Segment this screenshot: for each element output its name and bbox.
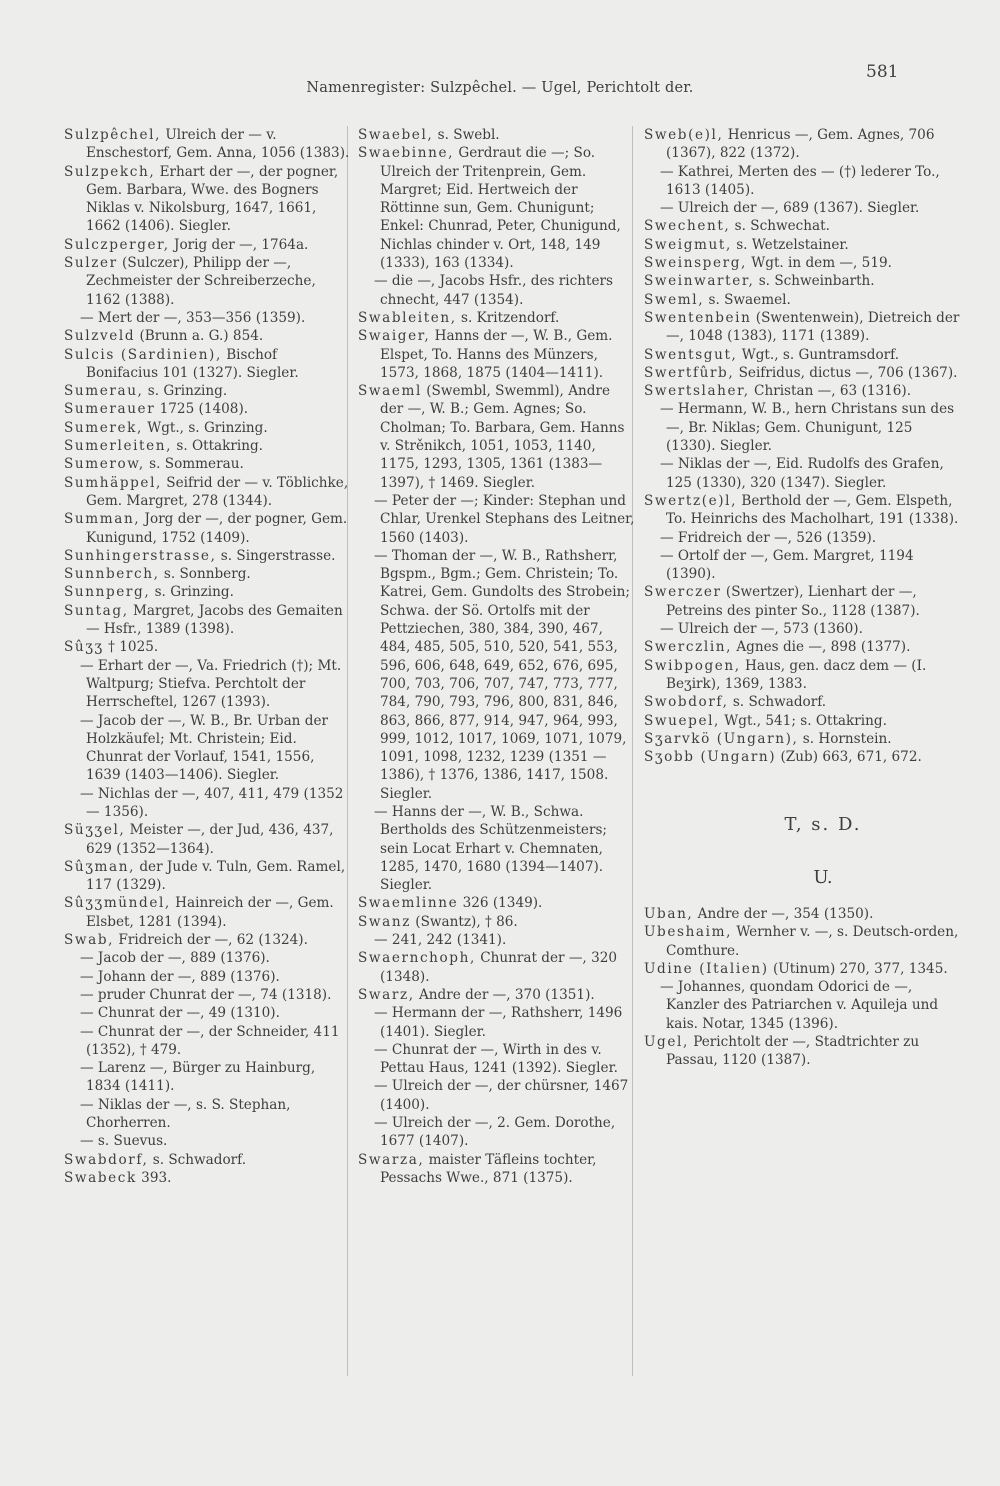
- entry-headword: Sweml,: [644, 291, 705, 308]
- index-entry: [358, 949, 636, 986]
- index-entry: [64, 126, 352, 163]
- index-subentry: — Hermann der —, Rathsherr, 1496 (1401). Siegler.: [374, 1005, 623, 1040]
- index-entry: [644, 923, 962, 960]
- entry-headword: Ugel,: [644, 1034, 689, 1051]
- entry-headword: Swarz,: [358, 986, 415, 1003]
- index-subentry: — Chunrat der —, Wirth in des v. Pettau Haus, 1241 (1392). Siegler.: [374, 1041, 618, 1077]
- index-entry: [64, 163, 352, 236]
- index-subentry: — Hanns der —, W. B., Schwa. Bertholds des Schützenmeisters; sein Locat Erhart v. Chemnaten, 1285, 1470, 1680 (1394—1407). Siegler.: [374, 803, 608, 894]
- entry-text: Erhart der —, der pogner, Gem. Barbara, Wwe. des Bogners Niklas v. Nikolsburg, 1647, 1661, 1662 (1406). Siegler.: [86, 163, 339, 235]
- index-entry: [64, 1151, 352, 1169]
- entry-headword: Swechent,: [644, 218, 731, 235]
- index-subentry: — Larenz —, Bürger zu Hainburg, 1834 (1411).: [80, 1060, 316, 1095]
- entry-text: Berthold der —, Gem. Elspeth, To. Heinrichs des Macholhart, 191 (1338).: [666, 492, 959, 528]
- index-entry: [358, 986, 636, 1004]
- index-subentry: — Johann der —, 889 (1376).: [80, 968, 280, 985]
- index-subentry: — Ortolf der —, Gem. Margret, 1194 (1390).: [660, 547, 914, 583]
- entry-text: (Swembl, Swemml), Andre der —, W. B.; Gem. Agnes; So. Cholman; To. Barbara, Gem. Hanns v. Strěnikch, 1051, 1053, 1140, 1175, 1293, 1305, 1361 (1383—1397), † 1469. Siegler.: [380, 383, 625, 491]
- entry-headword: Sumerow,: [64, 456, 145, 473]
- index-subentry: — Jacob der —, 889 (1376).: [80, 950, 270, 967]
- index-entry: [644, 309, 962, 346]
- entry-headword: Swerczer: [644, 584, 722, 601]
- entry-text: Seifrid der — v. Töblichke, Gem. Margret, 278 (1344).: [86, 474, 349, 509]
- index-entry: [64, 437, 352, 455]
- entry-headword: Swentenbein: [644, 309, 752, 326]
- index-entry: [358, 309, 636, 327]
- index-subentry: — Erhart der —, Va. Friedrich (†); Mt. Waltpurg; Stiefva. Perchtolt der Herrscheftel, 1267 (1393).: [80, 657, 342, 711]
- index-subentry: — Chunrat der —, 49 (1310).: [80, 1005, 280, 1022]
- entry-headword: Sulzveld: [64, 328, 136, 345]
- index-subentry: — Chunrat der —, der Schneider, 411 (1352), † 479.: [80, 1023, 340, 1058]
- index-entry: [644, 748, 962, 766]
- index-entry: [64, 638, 352, 656]
- entry-headword: Sweinwarter,: [644, 273, 755, 290]
- entry-text: s. Sommerau.: [144, 456, 244, 473]
- index-entry: [358, 894, 636, 912]
- index-entry: [64, 346, 352, 383]
- index-entry: [644, 291, 962, 309]
- entry-text: maister Täfleins tochter, Pessachs Wwe., 871 (1375).: [380, 1151, 597, 1186]
- index-subentry: — Peter der —; Kinder: Stephan und Chlar, Urenkel Stephans des Leitner, 1560 (1403).: [374, 492, 635, 546]
- index-entry: [64, 400, 352, 418]
- index-entry: [644, 236, 962, 254]
- index-subentry: — Ulreich der —, 573 (1360).: [660, 621, 863, 638]
- entry-headword: Sulzer: [64, 255, 118, 272]
- index-entry: [64, 455, 352, 473]
- index-entry: [64, 236, 352, 254]
- index-subentry: — Kathrei, Merten des — (†) lederer To., 1613 (1405).: [660, 163, 940, 198]
- entry-text: s. Swebl.: [433, 127, 500, 143]
- index-entry: [64, 327, 352, 345]
- index-entry: [64, 474, 352, 511]
- entry-headword: Sulczperger,: [64, 236, 170, 253]
- entry-headword: Suntag,: [64, 602, 129, 619]
- page-number: 581: [866, 62, 899, 82]
- entry-text: s. Schweinbarth.: [754, 273, 875, 290]
- section-heading-u: U.: [813, 866, 833, 888]
- entry-headword: Swarza,: [358, 1151, 425, 1168]
- index-entry: [644, 1033, 962, 1070]
- index-entry: [64, 419, 352, 437]
- entry-headword: Sulcis (Sardinien),: [64, 346, 222, 363]
- entry-headword: Swaernchoph,: [358, 950, 476, 967]
- index-entry: [644, 657, 962, 694]
- entry-text: Hainreich der —, Gem. Elsbet, 1281 (1394).: [86, 895, 334, 930]
- index-entry: [64, 583, 352, 601]
- index-entry: [64, 565, 352, 583]
- entry-text: Jorig der —, 1764a.: [169, 236, 309, 253]
- entry-headword: Sûʒʒmündel,: [64, 895, 171, 912]
- index-subentry: — Mert der —, 353—356 (1359).: [80, 309, 306, 326]
- entry-text: Andre der —, 354 (1350).: [693, 905, 874, 922]
- entry-text: (Swertzer), Lienhart der —, Petreins des pinter So., 1128 (1387).: [666, 584, 920, 619]
- entry-headword: Swaebel,: [358, 127, 434, 143]
- index-subentry: — s. Suevus.: [80, 1133, 168, 1150]
- entry-text: Margret, Jacobs des Gemaiten — Hsfr., 1389 (1398).: [86, 602, 343, 638]
- entry-headword: Swaeml: [358, 383, 422, 400]
- index-entry: [64, 894, 352, 931]
- entry-text: Hanns der —, W. B., Gem. Elspet, To. Hanns des Münzers, 1573, 1868, 1875 (1404—1411).: [380, 328, 613, 381]
- index-entry: [644, 712, 962, 730]
- entry-headword: Sumerek,: [64, 419, 143, 436]
- index-entry: [358, 1151, 636, 1188]
- entry-text: 393.: [136, 1169, 172, 1186]
- entry-text: 1725 (1408).: [155, 401, 249, 418]
- entry-headword: Swobdorf,: [644, 694, 729, 711]
- entry-headword: Udine (Italien): [644, 960, 769, 977]
- index-entry: [64, 510, 352, 547]
- entry-headword: Sweb(e)l,: [644, 127, 724, 143]
- entry-text: Wgt., 541; s. Ottakring.: [719, 712, 887, 729]
- entry-text: Henricus —, Gem. Agnes, 706 (1367), 822 (1372).: [666, 127, 935, 162]
- entry-text: der Jude v. Tuln, Gem. Ramel, 117 (1329).: [86, 858, 346, 894]
- entry-text: Haus, gen. dacz dem — (I. Beʒirk), 1369, 1383.: [666, 657, 927, 692]
- entry-text: Christan —, 63 (1316).: [749, 383, 912, 400]
- entry-headword: Swabdorf,: [64, 1151, 149, 1168]
- entry-headword: Swertslaher,: [644, 383, 750, 400]
- entry-text: Jorg der —, der pogner, Gem. Kunigund, 1752 (1409).: [86, 511, 348, 546]
- index-entry: [64, 1169, 352, 1187]
- entry-headword: Swaebinne,: [358, 145, 455, 162]
- entry-text: s. Schwadorf.: [728, 694, 827, 711]
- entry-text: 326 (1349).: [458, 895, 543, 912]
- index-subentry: — 241, 242 (1341).: [374, 932, 507, 949]
- entry-text: s. Grinzing.: [150, 584, 234, 601]
- index-entry: [644, 638, 962, 656]
- index-entry: [644, 272, 962, 290]
- entry-text: Fridreich der —, 62 (1324).: [114, 932, 308, 949]
- entry-text: (Brunn a. G.) 854.: [135, 328, 264, 345]
- entry-text: s. Grinzing.: [143, 383, 228, 400]
- entry-text: (Zub) 663, 671, 672.: [776, 749, 922, 766]
- index-column-3-u-entries: [644, 905, 962, 1070]
- entry-text: s. Swaemel.: [704, 291, 791, 308]
- entry-text: s. Wetzelstainer.: [731, 236, 849, 253]
- entry-headword: Sumerleiten,: [64, 438, 173, 455]
- index-subentry: — Jacob der —, W. B., Br. Urban der Holzkäufel; Mt. Christein; Eid. Chunrat der Vorlauf, 1541, 1556, 1639 (1403—1406). Siegler.: [80, 712, 328, 784]
- entry-text: Agnes die —, 898 (1377).: [732, 639, 911, 656]
- entry-headword: Sunhingerstrasse,: [64, 547, 217, 564]
- index-entry: [64, 382, 352, 400]
- entry-headword: Sunnberch,: [64, 566, 160, 583]
- index-entry: [644, 382, 962, 400]
- entry-headword: Swertz(e)l,: [644, 492, 738, 509]
- entry-text: Wernher v. —, s. Deutsch-orden, Comthure.: [666, 924, 959, 959]
- entry-text: s. Schwechat.: [730, 218, 830, 235]
- entry-headword: Sweinsperg,: [644, 255, 747, 272]
- entry-text: (Sulczer), Philipp der —, Zechmeister der Schreiberzeche, 1162 (1388).: [86, 255, 316, 308]
- entry-headword: Swerczlin,: [644, 639, 733, 656]
- section-heading-t: T, s. D.: [784, 814, 862, 836]
- index-entry: [644, 364, 962, 382]
- index-subentry: — Johannes, quondam Odorici de —, Kanzler des Patriarchen v. Aquileja und kais. Notar, 1345 (1396).: [660, 979, 939, 1032]
- index-entry: [644, 254, 962, 272]
- index-entry: [358, 327, 636, 382]
- index-entry: [644, 905, 962, 923]
- index-subentry: — Ulreich der —, 689 (1367). Siegler.: [660, 200, 920, 217]
- index-entry: [358, 913, 636, 931]
- entry-headword: Swanz: [358, 913, 411, 930]
- index-entry: [644, 960, 962, 978]
- entry-headword: Swentsgut,: [644, 346, 738, 363]
- entry-text: Wgt. in dem —, 519.: [746, 255, 892, 272]
- entry-headword: Uban,: [644, 905, 694, 922]
- index-entry: [64, 931, 352, 949]
- entry-text: Ulreich der — v. Enschestorf, Gem. Anna, 1056 (1383).: [86, 127, 350, 162]
- index-entry: [358, 144, 636, 272]
- entry-headword: Swuepel,: [644, 712, 720, 729]
- entry-text: Wgt., s. Guntramsdorf.: [737, 346, 900, 363]
- index-column-3-s-entries: [644, 126, 962, 766]
- entry-headword: Sulzpêchel,: [64, 127, 162, 143]
- index-entry: [644, 492, 962, 529]
- entry-text: s. Sonnberg.: [159, 566, 251, 583]
- index-entry: [358, 126, 636, 144]
- entry-headword: Sumerauer: [64, 401, 156, 418]
- entry-text: Seifridus, dictus —, 706 (1367).: [734, 364, 958, 381]
- index-entry: [64, 547, 352, 565]
- index-entry: [64, 254, 352, 309]
- index-entry: [358, 382, 636, 492]
- index-subentry: — pruder Chunrat der —, 74 (1318).: [80, 986, 332, 1003]
- index-entry: [644, 346, 962, 364]
- index-subentry: — Ulreich der —, 2. Gem. Dorothe, 1677 (1407).: [374, 1115, 616, 1150]
- entry-text: Andre der —, 370 (1351).: [414, 986, 595, 1003]
- entry-headword: Swertfûrb,: [644, 364, 735, 381]
- entry-headword: Süʒʒel,: [64, 822, 126, 839]
- entry-text: (Swantz), † 86.: [410, 913, 518, 930]
- index-subentry: — Nichlas der —, 407, 411, 479 (1352 — 1356).: [80, 785, 344, 820]
- index-subentry: — Hermann, W. B., hern Christans sun des —, Br. Niklas; Gem. Chunigunt, 125 (1330). Siegler.: [660, 401, 955, 455]
- index-subentry: — die —, Jacobs Hsfr., des richters chnecht, 447 (1354).: [374, 273, 613, 308]
- entry-text: Meister —, der Jud, 436, 437, 629 (1352—1364).: [86, 822, 334, 857]
- index-entry: [64, 602, 352, 639]
- entry-headword: Swab,: [64, 932, 115, 949]
- entry-headword: Sweigmut,: [644, 236, 732, 253]
- entry-headword: Swaemlinne: [358, 895, 459, 912]
- entry-headword: Swaiger,: [358, 328, 431, 345]
- entry-headword: Ubeshaim,: [644, 924, 732, 941]
- entry-headword: Sʒobb (Ungarn): [644, 749, 777, 766]
- entry-text: (Utinum) 270, 377, 1345.: [768, 960, 948, 977]
- entry-headword: Sulzpekch,: [64, 163, 156, 180]
- entry-headword: Sʒarvkö (Ungarn),: [644, 730, 799, 747]
- entry-headword: Sûʒʒ: [64, 639, 104, 656]
- entry-text: Chunrat der —, 320 (1348).: [380, 950, 618, 985]
- entry-headword: Swableiten,: [358, 309, 457, 326]
- index-entry: [644, 730, 962, 748]
- entry-headword: Sumerau,: [64, 383, 144, 400]
- index-entry: [644, 693, 962, 711]
- running-title: Namenregister: Sulzpêchel. — Ugel, Perichtolt der.: [306, 80, 694, 96]
- entry-headword: Swabeck: [64, 1169, 137, 1186]
- index-entry: [64, 821, 352, 858]
- index-subentry: — Ulreich der —, der chürsner, 1467 (1400).: [374, 1078, 629, 1113]
- index-subentry: — Niklas der —, s. S. Stephan, Chorherren.: [80, 1096, 291, 1132]
- index-subentry: — Thoman der —, W. B., Rathsherr, Bgspm., Bgm.; Gem. Christein; To. Katrei, Gem. Gundolts des Strobein; Schwa. der Sö. Ortolfs mit der Pettziechen, 380, 384, 390, 467, 484, 485, 505, 510, 520, 541, 553, 596, 606, 648, 649, 652, 676, 695, 700, 703, 706, 707, 747, 773, 777, 784, 790, 793, 796, 800, 831, 846, 863, 866, 877, 914, 947, 964, 993, 999, 1012, 1017, 1069, 1071, 1079, 1091, 1098, 1232, 1239 (1351 — 1386), † 1376, 1386, 1417, 1508. Siegler.: [374, 547, 630, 802]
- index-column-1: [64, 126, 352, 1187]
- index-entry: [644, 583, 962, 620]
- entry-headword: Summan,: [64, 511, 141, 528]
- entry-text: s. Singerstrasse.: [216, 547, 336, 564]
- entry-text: (Swentenwein), Dietreich der —, 1048 (1383), 1171 (1389).: [666, 309, 960, 345]
- index-entry: [644, 217, 962, 235]
- index-entry: [644, 126, 962, 163]
- index-column-3: [644, 126, 962, 1070]
- entry-text: s. Hornstein.: [798, 730, 892, 747]
- entry-headword: Sunnperg,: [64, 584, 151, 601]
- entry-text: Gerdraut die —; So. Ulreich der Tritenprein, Gem. Margret; Eid. Hertweich der Röttinne sun, Gem. Chunigunt; Enkel: Chunrad, Peter, Chunigund, Nichlas chinder v. Ort, 148, 149 (1333), 163 (1334).: [380, 145, 621, 272]
- entry-text: s. Schwadorf.: [148, 1151, 247, 1168]
- index-subentry: — Niklas der —, Eid. Rudolfs des Grafen, 125 (1330), 320 (1347). Siegler.: [660, 456, 944, 491]
- index-column-2: [358, 126, 636, 1187]
- index-entry: [64, 858, 352, 895]
- entry-text: s. Kritzendorf.: [456, 309, 560, 326]
- index-subentry: — Fridreich der —, 526 (1359).: [660, 529, 877, 546]
- entry-headword: Swibpogen,: [644, 657, 741, 674]
- entry-text: Wgt., s. Grinzing.: [142, 419, 268, 436]
- entry-text: s. Ottakring.: [172, 438, 264, 455]
- entry-headword: Sumhäppel,: [64, 474, 162, 491]
- entry-headword: Sûʒman,: [64, 858, 136, 875]
- entry-text: † 1025.: [103, 639, 159, 656]
- entry-text: Perichtolt der —, Stadtrichter zu Passau, 1120 (1387).: [666, 1034, 920, 1069]
- entry-text: Bischof Bonifacius 101 (1327). Siegler.: [86, 346, 299, 381]
